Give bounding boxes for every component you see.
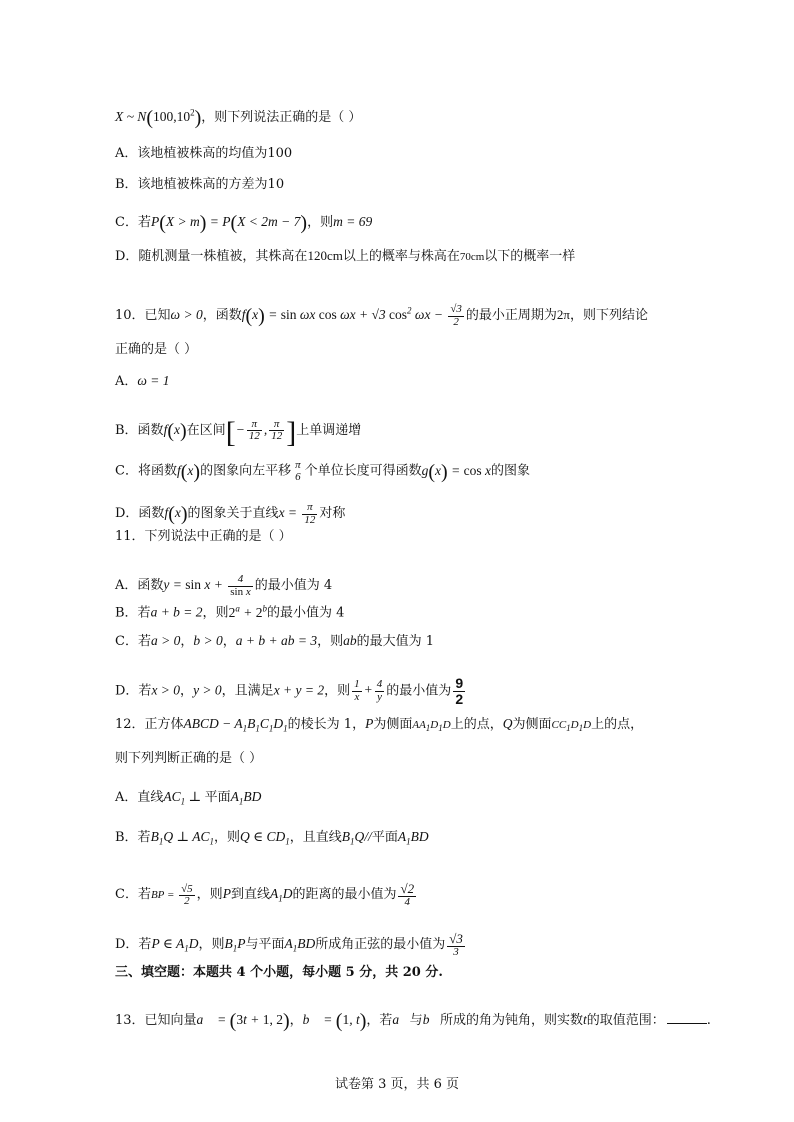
q12-d-text-c: 与平面 bbox=[245, 937, 285, 953]
q13-text-f: 的取值范围： bbox=[586, 1013, 665, 1028]
math-2a-plus-2b: $2^a + 2^b$ bbox=[228, 603, 267, 620]
math-normal-dist: X ~ N(100,10$^2$) bbox=[115, 107, 202, 129]
math-fx: f(x) bbox=[164, 503, 188, 526]
q12-d-text-d: 所成角正弦的最小值为 bbox=[315, 937, 446, 953]
math-fx: f(x) bbox=[163, 420, 187, 442]
q13-text-b: ， bbox=[289, 1013, 303, 1028]
q9-stem-text: ，则下列说法正确的是（ ） bbox=[201, 110, 362, 125]
q11-a-text-a: A．函数 bbox=[115, 578, 164, 594]
answer-blank[interactable] bbox=[667, 1023, 707, 1024]
math-vec-b: b⃗ = (1, t) bbox=[302, 1010, 367, 1032]
q10-text-c: 的最小正周期为 bbox=[465, 308, 557, 324]
math-x-plus-y-eq2: x + y = 2 bbox=[273, 682, 325, 698]
q11-b-text-b: ，则 bbox=[202, 605, 229, 621]
q12-text-c: 为侧面 bbox=[373, 717, 413, 732]
q10-text-b: ，函数 bbox=[202, 308, 242, 324]
q13-text-c: ，若 bbox=[366, 1013, 393, 1028]
q12-text-d: 上的点， bbox=[450, 717, 503, 732]
q11-d-text-b: ， bbox=[180, 683, 194, 699]
math-a-b-ab-eq3: a + b + ab = 3 bbox=[235, 633, 318, 648]
q11-a-text-b: 的最小值为 4 bbox=[254, 578, 333, 594]
math-b1q-perp-ac1: $B_1Q$ ⊥ $AC_1$ bbox=[150, 829, 215, 847]
section-heading-fill-blank: 三、填空题：本题共 4 个小题，每小题 5 分，共 20 分. bbox=[115, 965, 443, 980]
math-t: t bbox=[582, 1012, 587, 1027]
math-x-eq-pi12: x = $\frac{\pi}{12}$ bbox=[278, 501, 316, 526]
q10-c-text-c: 个单位长度可得函数 bbox=[304, 463, 422, 479]
math-a1bd: $A_1BD$ bbox=[397, 829, 429, 847]
q9-option-a: A．该地植被株高的均值为100 bbox=[115, 146, 293, 161]
q11-c-text-d: ，则 bbox=[317, 634, 344, 649]
math-P: P bbox=[365, 716, 374, 731]
math-a1bd: $A_1BD$ bbox=[230, 789, 262, 807]
q12-a-text-a: A．直线 bbox=[115, 790, 164, 805]
math-b1p: $B_1P$ bbox=[224, 936, 246, 954]
q10-a-label: A． bbox=[115, 374, 138, 389]
q12-text-a: 12．正方体 bbox=[115, 717, 184, 732]
q10-option-a bbox=[115, 374, 170, 388]
math-vec-a: a⃗ = (3t + 1, 2) bbox=[196, 1010, 290, 1032]
q10-b-text-b: 在区间 bbox=[186, 423, 226, 438]
q10-c-text-b: 的图象向左平移 bbox=[200, 463, 292, 479]
q10-d-text-a: D．函数 bbox=[115, 506, 165, 522]
q11-c-text-a: C．若 bbox=[115, 634, 151, 649]
math-gx-cos: g(x) = cos x bbox=[421, 460, 491, 483]
q11-d-text-e: 的最小值为 bbox=[386, 683, 452, 699]
q11-d-text-c: ，且满足 bbox=[221, 683, 274, 699]
q11-option-a bbox=[115, 574, 332, 598]
q12-d-text-a: D．若 bbox=[115, 937, 152, 953]
q11-c-text-c: ， bbox=[222, 634, 236, 649]
math-sqrt2-over-4: $\frac{√2}{4}$ bbox=[400, 881, 415, 908]
math-p-in-a1d: P ∈ $A_1D$ bbox=[151, 936, 199, 954]
math-nine-halves: $\frac{9}{2}$ bbox=[455, 675, 464, 707]
q11-c-text-e: 的最大值为 1 bbox=[356, 634, 434, 649]
math-fx-def: f(x) = sin ωx cos ωx + √3 $\cos^2 \omega x$ − $\frac{√3}{2}$ bbox=[241, 303, 462, 328]
q10-option-b bbox=[115, 418, 361, 448]
q13-text-d: 与 bbox=[409, 1013, 423, 1028]
math-P: P bbox=[222, 886, 231, 902]
math-sqrt3-over-3: $\frac{√3}{3}$ bbox=[449, 931, 463, 958]
q12-option-a bbox=[115, 790, 261, 807]
math-prob-eq: P(X > m) = P(X < 2m − 7) bbox=[150, 212, 308, 234]
math-70cm: 70cm bbox=[459, 251, 485, 263]
q10-text-d: ，则下列结论 bbox=[569, 308, 648, 324]
q13-stem: 13．已知向量a⃗ = (3t + 1, 2)，b⃗ = (1, t)，若a⃗与b⃗所成的角为钝角，则实数t的取值范围： . bbox=[115, 1010, 711, 1032]
q13-text-a: 13．已知向量 bbox=[115, 1013, 197, 1028]
q9-d-text-b: 以上的概率与株高在 bbox=[342, 249, 460, 264]
q10-d-text-b: 的图象关于直线 bbox=[187, 506, 279, 522]
q11-option-d bbox=[115, 676, 467, 706]
q12-c-text-a: C．若 bbox=[115, 887, 151, 903]
math-omega-eq1: ω = 1 bbox=[137, 373, 170, 388]
q9-c-suffix: ，则 bbox=[307, 215, 334, 230]
q12-text-f: 上的点， bbox=[591, 717, 644, 732]
q10-option-d bbox=[115, 502, 345, 526]
q12-option-b bbox=[115, 830, 429, 847]
q10-stem bbox=[115, 304, 648, 328]
q9-stem-tail bbox=[115, 108, 361, 128]
q9-c-prefix: C．若 bbox=[115, 215, 151, 230]
math-face-aa1d1d: $AA_1D_1D$ bbox=[412, 719, 451, 734]
math-bp-eq: BP = $\frac{√5}{2}$ bbox=[150, 882, 193, 908]
q12-c-text-d: 的距离的最小值为 bbox=[292, 887, 397, 903]
math-fx: f(x) bbox=[176, 460, 201, 483]
q10-b-text-c: 上单调递增 bbox=[296, 423, 362, 438]
math-a-plus-b-eq2: a + b = 2 bbox=[150, 604, 203, 620]
math-a-gt0: a > 0 bbox=[150, 633, 181, 648]
math-a-arrow: a⃗ bbox=[392, 1012, 410, 1027]
q12-text-e: 为侧面 bbox=[512, 717, 552, 732]
math-cube-name: ABCD − $A_1B_1C_1D_1$ bbox=[183, 716, 288, 734]
q12-c-text-b: ，则 bbox=[196, 887, 223, 903]
q11-b-text-c: 的最小值为 4 bbox=[266, 605, 345, 621]
q9-option-d bbox=[115, 249, 575, 263]
q10-option-c bbox=[115, 460, 530, 483]
page-footer: 试卷第 3 页，共 6 页 bbox=[334, 1077, 460, 1092]
math-120cm: 120cm bbox=[307, 248, 343, 263]
math-ab: ab bbox=[343, 633, 357, 648]
q12-text-b: 的棱长为 1， bbox=[287, 717, 366, 732]
math-y-sin-plus: y = sin x + $\frac{4}{\text{sin x}}$ bbox=[163, 573, 251, 598]
q12-option-c bbox=[115, 882, 418, 908]
q12-a-text-b: 平面 bbox=[204, 790, 231, 805]
math-q-in-cd1: Q ∈ $CD_1$ bbox=[240, 829, 290, 847]
q11-option-b bbox=[115, 604, 344, 620]
q13-text-e: 所成的角为钝角，则实数 bbox=[439, 1013, 583, 1028]
q10-d-text-c: 对称 bbox=[319, 506, 346, 522]
q10-stem-line2: 正确的是（ ） bbox=[115, 342, 198, 357]
q11-b-text-a: B．若 bbox=[115, 605, 151, 621]
q12-b-text-c: ，且直线 bbox=[289, 830, 342, 845]
math-omega-gt0: ω > 0 bbox=[170, 307, 203, 323]
q10-text-a: 10．已知 bbox=[115, 308, 171, 324]
q12-b-text-a: B．若 bbox=[115, 830, 151, 845]
q9-option-b: B．该地植被株高的方差为10 bbox=[115, 177, 285, 192]
math-m-eq: m = 69 bbox=[333, 214, 373, 229]
q11-stem: 11．下列说法中正确的是（ ） bbox=[115, 529, 292, 544]
q9-d-text-c: 以下的概率一样 bbox=[484, 249, 576, 264]
q9-option-c bbox=[115, 213, 372, 233]
math-Q: Q bbox=[502, 716, 513, 731]
math-a1bd: $A_1BD$ bbox=[284, 936, 316, 954]
q11-c-text-b: ， bbox=[180, 634, 194, 649]
math-2pi: 2π bbox=[556, 307, 570, 323]
math-ac1-perp: $AC_1$ ⊥ bbox=[163, 789, 205, 807]
math-b1q-parallel: $B_1Q//$ bbox=[341, 829, 372, 847]
math-b-arrow: b⃗ bbox=[422, 1012, 440, 1027]
q12-stem bbox=[115, 717, 643, 734]
math-a1d: $A_1D$ bbox=[269, 886, 293, 904]
q10-c-text-d: 的图象 bbox=[490, 463, 530, 479]
math-pi-over-6: π 6 bbox=[295, 459, 301, 483]
q12-stem-line2: 则下列判断正确的是（ ） bbox=[115, 751, 263, 766]
q11-option-c bbox=[115, 634, 434, 648]
math-face-cc1d1d: $CC_1D_1D$ bbox=[551, 719, 592, 734]
q11-d-text-d: ，则 bbox=[324, 683, 351, 699]
q12-option-d bbox=[115, 932, 467, 958]
q12-c-text-c: 到直线 bbox=[230, 887, 270, 903]
math-interval: [− $\frac{\pi}{12}$ , $\frac{\pi}{12}$ ] bbox=[225, 416, 297, 449]
math-y-gt0: y > 0 bbox=[193, 682, 222, 698]
q11-d-text-a: D．若 bbox=[115, 683, 152, 699]
q10-c-text-a: C．将函数 bbox=[115, 463, 177, 479]
math-b-gt0: b > 0 bbox=[193, 633, 223, 648]
q12-b-text-b: ，则 bbox=[214, 830, 241, 845]
math-x-gt0: x > 0 bbox=[151, 682, 181, 698]
q9-d-text-a: D．随机测量一株植被，其株高在 bbox=[115, 249, 308, 264]
q10-b-text-a: B．函数 bbox=[115, 423, 164, 438]
math-1x-plus-4y: $\frac{1}{x}$ + $\frac{4}{y}$ bbox=[354, 678, 383, 703]
q12-d-text-b: ，则 bbox=[198, 937, 225, 953]
q12-b-text-d: 平面 bbox=[371, 830, 398, 845]
